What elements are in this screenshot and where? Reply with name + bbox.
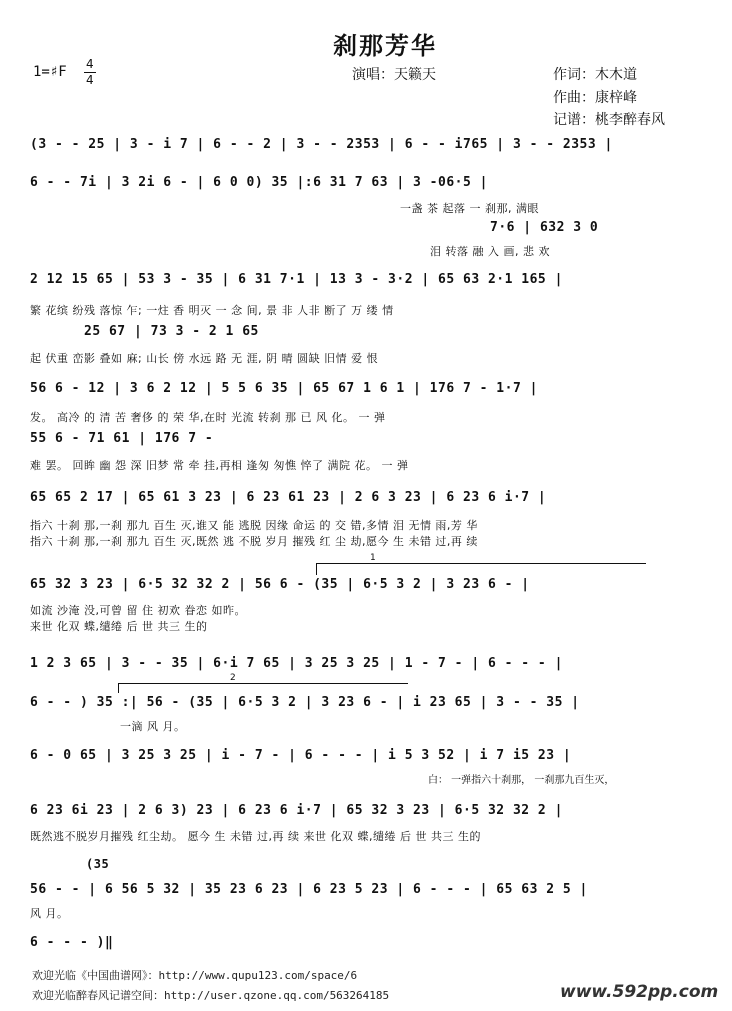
composer-credit: 作曲：康梓峰	[553, 90, 637, 106]
lyric-line: 指六 十刹 那,一刹 那九 百生 灭,既然 逃 不脱 岁月 摧残 红 尘 劫,愿今 生 未错 过,再 续	[30, 535, 478, 548]
key-signature: 1=♯F	[33, 64, 67, 80]
notation-line: (3 - - 25 | 3 - i 7 | 6 - - 2 | 3 - - 2353 | 6 - - i765 | 3 - - 2353 |	[30, 137, 613, 152]
grace-notes: (35	[86, 857, 110, 871]
notation-line: 6 - - 7i | 3 2i 6 - | 6 0 0) 35 |:6 31 7 63 | 3 -06·5 |	[30, 175, 488, 190]
notation-line: 56 - - | 6 56 5 32 | 35 23 6 23 | 6 23 5 23 | 6 - - - | 65 63 2 5 |	[30, 882, 588, 897]
time-signature-top: 4	[86, 57, 94, 71]
page-title: 刹那芳华	[333, 32, 437, 60]
lyric-line: 指六 十刹 那,一刹 那九 百生 灭,谁又 能 逃脱 因缘 命运 的 交 错,多情 泪 无情 雨,芳 华	[30, 519, 478, 532]
notation-line: 6 - 0 65 | 3 25 3 25 | i - 7 - | 6 - - - | i 5 3 52 | i 7 i5 23 |	[30, 748, 572, 763]
notation-line: 55 6 - 71 61 | 176 7 -	[30, 431, 214, 446]
volta-bracket-edge	[316, 563, 317, 575]
volta-number: 1	[370, 553, 376, 563]
lyric-line: 来世 化双 蝶,缱绻 后 世 共三 生的	[30, 620, 208, 633]
lyric-line: 繁 花缤 纷残 落惊 乍; 一炷 香 明灭 一 念 间, 景 非 人非 断了 万 缕 情	[30, 304, 394, 317]
footer-link-qupu[interactable]: 欢迎光临《中国曲谱网》：http://www.qupu123.com/space/6	[32, 969, 358, 982]
time-signature-bottom: 4	[86, 73, 94, 87]
notation-line: 25 67 | 73 3 - 2 1 65	[84, 324, 259, 339]
notation-line: 6 - - ) 35 :| 56 - (35 | 6·5 3 2 | 3 23 6 - | i 23 65 | 3 - - 35 |	[30, 695, 580, 710]
notation-line: 65 65 2 17 | 65 61 3 23 | 6 23 61 23 | 2 6 3 23 | 6 23 6 i·7 |	[30, 490, 547, 505]
spoken-line: 白： 一弹指六十刹那， 一刹那九百生灭，	[428, 775, 615, 786]
notation-line: 2 12 15 65 | 53 3 - 35 | 6 31 7·1 | 13 3 - 3·2 | 65 63 2·1 165 |	[30, 272, 563, 287]
lyric-line: 发。 高冷 的 清 苦 奢侈 的 荣 华,在时 光流 转刹 那 已 风 化。 一 弹	[30, 411, 386, 424]
lyric-line: 一盏 茶 起落 一 刹那, 满眼	[400, 202, 539, 215]
notation-line: 65 32 3 23 | 6·5 32 32 2 | 56 6 - (35 | 6·5 3 2 | 3 23 6 - |	[30, 577, 530, 592]
notation-line: 56 6 - 12 | 3 6 2 12 | 5 5 6 35 | 65 67 1 6 1 | 176 7 - 1·7 |	[30, 381, 538, 396]
footer-link-qzone[interactable]: 欢迎光临醉春风记谱空间：http://user.qzone.qq.com/563264185	[32, 989, 390, 1002]
volta-bracket-edge	[118, 683, 119, 693]
lyric-line: 既然逃不脱岁月摧残 红尘劫。 愿今 生 未错 过,再 续 来世 化双 蝶,缱绻 后 世 共三 生的	[30, 830, 481, 843]
volta-bracket	[118, 683, 408, 684]
singer-credit: 演唱：天籁天	[352, 67, 436, 83]
lyric-line: 起 伏重 峦影 叠如 麻; 山长 傍 水远 路 无 涯, 阴 晴 圆缺 旧情 爱 恨	[30, 352, 379, 365]
notation-line: 7·6 | 632 3 0	[490, 220, 599, 235]
volta-number: 2	[230, 673, 236, 683]
watermark-logo: www.592pp.com	[560, 982, 719, 1002]
volta-bracket	[316, 563, 646, 564]
lyric-line: 风 月。	[30, 907, 69, 920]
notation-line: 1 2 3 65 | 3 - - 35 | 6·i 7 65 | 3 25 3 25 | 1 - 7 - | 6 - - - |	[30, 656, 563, 671]
notation-line: 6 - - - )‖	[30, 935, 114, 950]
lyric-line: 难 罢。 回眸 幽 怨 深 旧梦 常 牵 挂,再相 逢匆 匆憔 悴了 满院 花。 一 弹	[30, 459, 409, 472]
lyricist-credit: 作词：木木道	[553, 67, 637, 83]
lyric-line: 泪 转落 融 入 画, 悲 欢	[430, 245, 550, 258]
lyric-line: 如流 沙淹 没,可曾 留 住 初欢 眷恋 如昨。	[30, 604, 246, 617]
lyric-line: 一滴 风 月。	[120, 720, 186, 733]
notation-line: 6 23 6i 23 | 2 6 3) 23 | 6 23 6 i·7 | 65 32 3 23 | 6·5 32 32 2 |	[30, 803, 563, 818]
transcriber-credit: 记谱：桃李醉春风	[553, 112, 665, 128]
